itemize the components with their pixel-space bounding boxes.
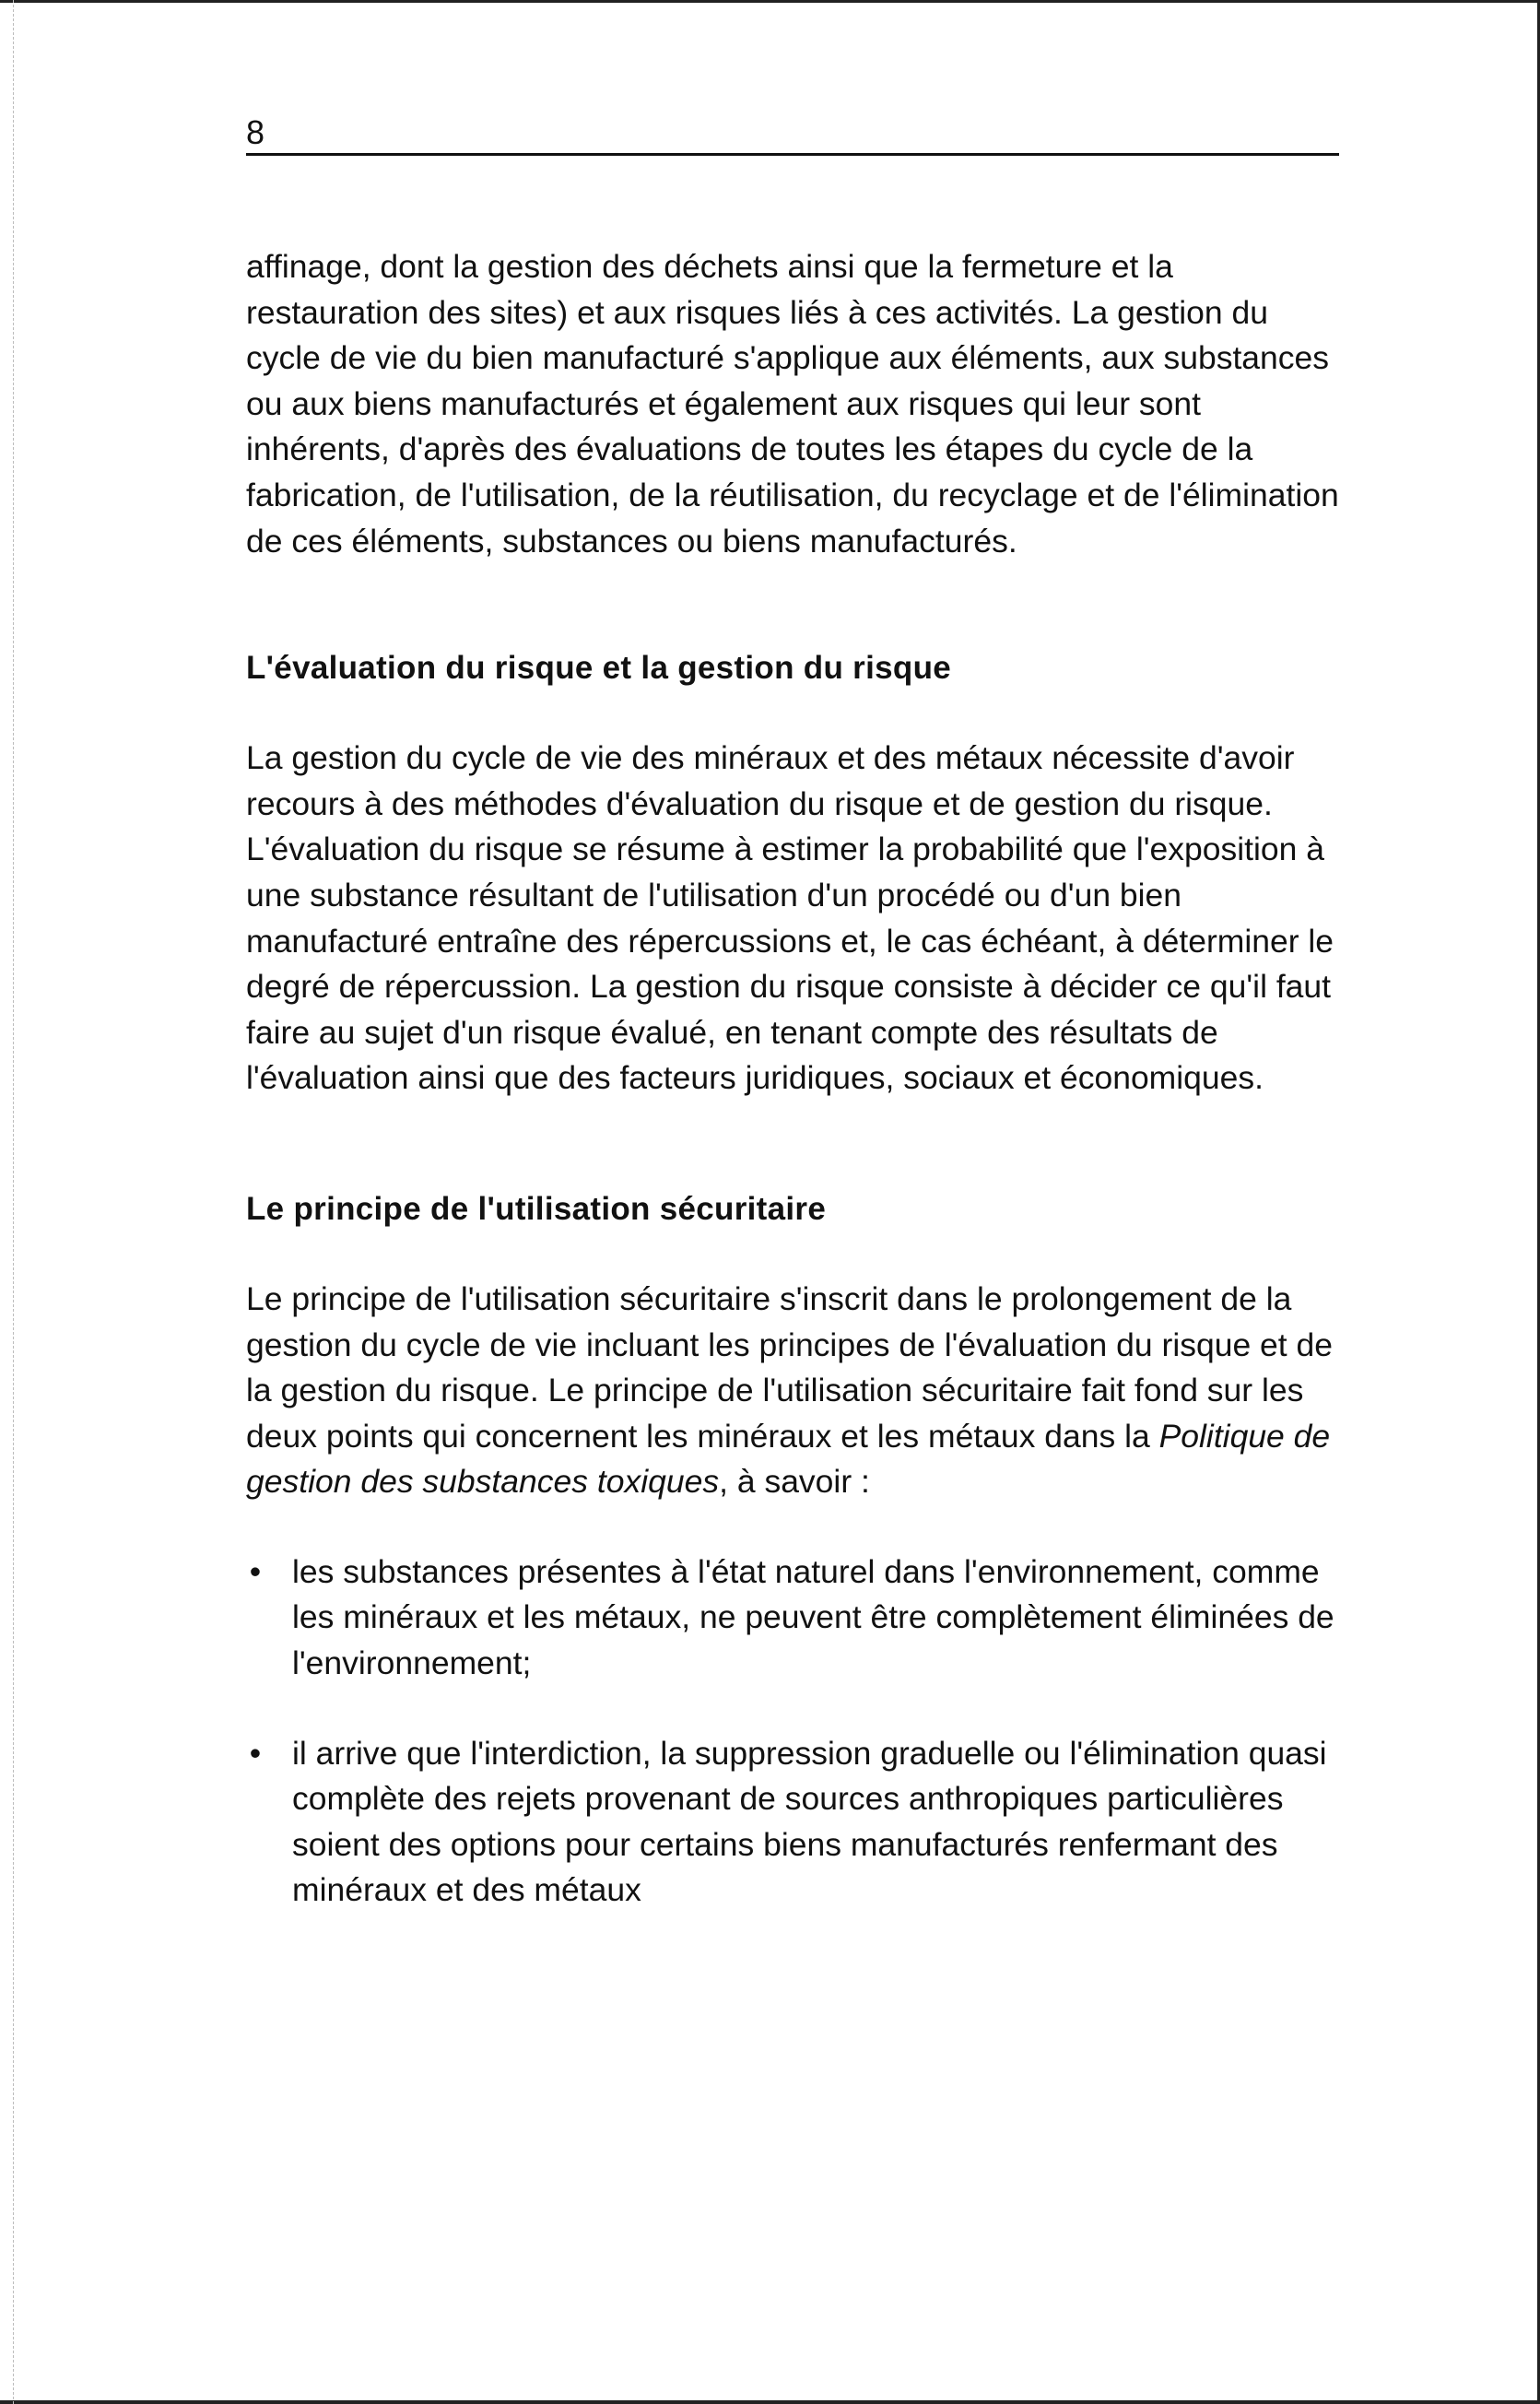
page-top-edge <box>0 0 1540 3</box>
safe-use-paragraph <box>246 1277 1343 1505</box>
page-header <box>246 109 1339 156</box>
bullet-icon: • <box>249 1552 262 1590</box>
page-bottom-edge <box>0 2400 1540 2404</box>
page-body <box>246 244 1343 1914</box>
safe-use-paragraph-start: Le principe de l'utilisation sécuritaire s'inscrit dans le prolongement de la gestion du cycle de vie incluant les principes de l'évaluation du risque et de la gestion du risque. Le principe de l'utilisation sécuritaire fait fond sur les deux points qui concernent les minéraux et les métaux dans la <box>246 1279 1334 1455</box>
safe-use-paragraph-end: , à savoir : <box>719 1463 870 1501</box>
list-item <box>246 1550 1343 1687</box>
list-item <box>246 1731 1343 1914</box>
section-heading-risk-assessment: L'évaluation du risque et la gestion du risque <box>246 650 952 687</box>
page-number: 8 <box>246 113 265 151</box>
intro-paragraph: affinage, dont la gestion des déchets ainsi que la fermeture et la restauration des sites) et aux risques liés à ces activités. La gestion du cycle de vie du bien manufacturé s'applique aux éléments, aux substances ou aux biens manufacturés et également aux risques qui leur sont inhérents, d'après des évaluations de toutes les étapes du cycle de la fabrication, de l'utilisation, de la réutilisation, du recyclage et de l'élimination de ces éléments, substances ou biens manufacturés. <box>246 248 1339 560</box>
risk-assessment-paragraph: La gestion du cycle de vie des minéraux et des métaux nécessite d'avoir recours à des méthodes d'évaluation du risque et de gestion du risque. L'évaluation du risque se résume à estimer la probabilité que l'exposition à une substance résultant de l'utilisation d'un procédé ou d'un bien manufacturé entraîne des répercussions et, le cas échéant, à déterminer le degré de répercussion. La gestion du risque consiste à décider ce qu'il faut faire au sujet d'un risque évalué, en tenant compte des résultats de l'évaluation ainsi que des facteurs juridiques, sociaux et économiques. <box>246 739 1334 1097</box>
bullet-icon: • <box>249 1734 262 1772</box>
safe-use-bullet-list <box>246 1550 1343 1914</box>
list-item-text: les substances présentes à l'état naturel dans l'environnement, comme les minéraux et les métaux, ne peuvent être complètement éliminées de l'environnement; <box>292 1552 1334 1682</box>
scan-left-edge <box>13 0 15 2404</box>
section-heading-safe-use: Le principe de l'utilisation sécuritaire <box>246 1190 827 1227</box>
list-item-text: il arrive que l'interdiction, la suppression graduelle ou l'élimination quasi complète des rejets provenant de sources anthropiques particulières soient des options pour certains biens manufacturés renfermant des minéraux et des métaux <box>292 1734 1327 1909</box>
policy-title: Politique de gestion des substances toxiques <box>246 1417 1331 1501</box>
